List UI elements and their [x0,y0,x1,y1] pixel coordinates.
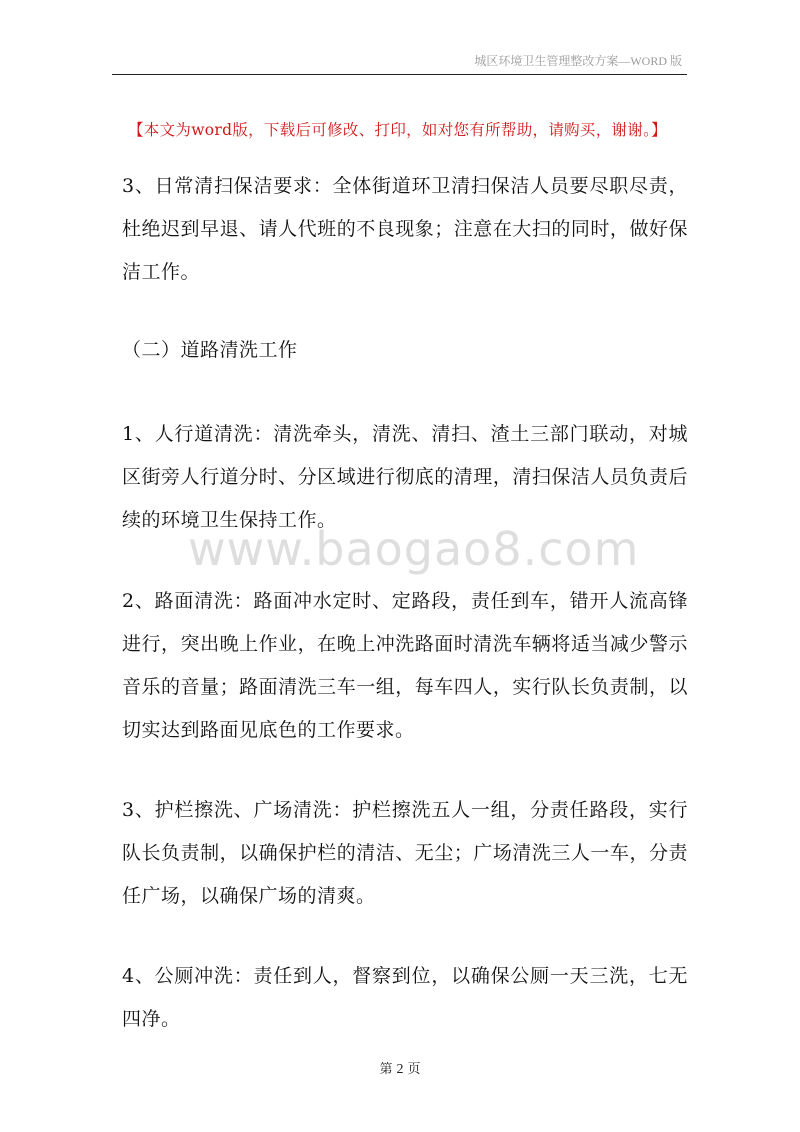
footer-prefix: 第 [379,1062,393,1077]
section-heading-road-washing: （二）道路清洗工作 [122,339,298,361]
watermark: www.baogao8.com [188,522,640,576]
paragraph-road-surface-washing: 2、路面清洗：路面冲水定时、定路段，责任到车，错开人流高锋进行，突出晚上作业，在晚上冲洗路面时清洗车辆将适当减少警示音乐的音量；路面清洗三车一组，每车四人，实行队长负责制，以切实达到路面见底色的工作要求。 [122,590,688,741]
footer-suffix: 页 [407,1062,421,1077]
paragraph-guardrail-plaza-washing: 3、护栏擦洗、广场清洗：护栏擦洗五人一组，分责任路段，实行队长负责制，以确保护栏的清洁、无尘；广场清洗三人一车，分责任广场，以确保广场的清爽。 [122,799,688,907]
paragraph-toilet-washing: 4、公厕冲洗：责任到人，督察到位，以确保公厕一天三洗，七无四净。 [122,965,688,1030]
paragraph-daily-cleaning: 3、日常清扫保洁要求：全体街道环卫清扫保洁人员要尽职尽责，杜绝迟到早退、请人代班的不良现象；注意在大扫的同时，做好保洁工作。 [122,175,688,283]
page-footer [0,1058,800,1078]
page-number: 2 [396,1062,404,1077]
page-header-title: 城区环境卫生管理整改方案—WORD 版 [474,54,682,68]
paragraph-sidewalk-washing: 1、人行道清洗：清洗牵头，清洗、清扫、渣土三部门联动，对城区街旁人行道分时、分区域进行彻底的清理，清扫保洁人员负责后续的环境卫生保持工作。 [122,423,688,531]
purchase-notice: 【本文为word版，下载后可修改、打印，如对您有所帮助，请购买，谢谢。】 [128,121,667,139]
header-divider [112,74,687,75]
